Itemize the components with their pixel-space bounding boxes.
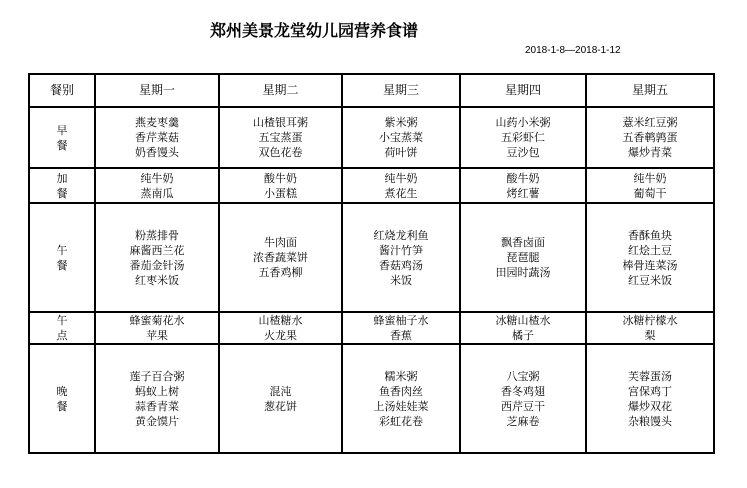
dish-item: 冰糖柠檬水	[622, 314, 678, 327]
dish-item: 飘香卤面	[501, 236, 545, 249]
dish-item: 香芹菜菇	[135, 131, 179, 144]
menu-cell	[586, 107, 714, 168]
dish-item: 五香鸡柳	[258, 266, 303, 279]
meal-row-lunch	[29, 203, 714, 312]
dish-item: 糯米粥	[384, 369, 418, 383]
menu-cell	[95, 107, 219, 168]
dish-item: 山楂银耳粥	[253, 116, 308, 129]
meal-label-char: 餐	[56, 138, 68, 152]
dish-item: 麻酱西兰花	[129, 243, 185, 257]
header-meal: 餐别	[29, 74, 95, 107]
meal-label-char: 晚	[56, 384, 68, 398]
dish-item: 红烩土豆	[628, 243, 672, 257]
menu-cell	[342, 203, 460, 312]
menu-cell	[586, 168, 714, 203]
meal-label-char: 餐	[56, 399, 68, 413]
dish-item: 橘子	[512, 329, 534, 342]
dish-item: 蜂蜜菊花水	[129, 314, 185, 327]
dish-item: 酸牛奶	[264, 171, 297, 185]
dish-item: 荷叶饼	[384, 146, 418, 159]
dish-item: 米饭	[390, 273, 412, 287]
dish-item: 冰糖山楂水	[495, 314, 551, 327]
meal-label-char: 午	[56, 314, 68, 327]
dish-item: 鱼香肉丝	[379, 384, 423, 398]
dish-item: 五宝蒸蛋	[258, 131, 303, 144]
dish-item: 小蛋糕	[264, 186, 297, 200]
menu-cell	[586, 312, 714, 344]
meal-label	[29, 344, 95, 453]
dish-item: 纯牛奶	[140, 171, 174, 185]
dish-item: 奶香馒头	[135, 146, 179, 159]
header-day: 星期二	[219, 74, 342, 107]
menu-cell	[219, 107, 342, 168]
header-row	[29, 74, 714, 107]
dish-item: 红烧龙利鱼	[373, 228, 429, 242]
dish-item: 燕麦枣羹	[135, 116, 179, 129]
dish-item: 芝麻卷	[506, 414, 540, 428]
dish-item: 西芹豆干	[501, 399, 545, 413]
dish-item: 蜂蜜柚子水	[373, 314, 429, 327]
header-day: 星期三	[342, 74, 460, 107]
meal-label	[29, 107, 95, 168]
menu-cell	[342, 344, 460, 453]
meal-label-char: 加	[56, 171, 68, 185]
dish-item: 番茄金针汤	[129, 258, 185, 272]
menu-cell	[219, 168, 342, 203]
dish-item: 葱花饼	[264, 399, 297, 413]
menu-cell	[586, 344, 714, 453]
dish-item: 爆炒双花	[628, 399, 672, 413]
dish-item: 梨	[644, 329, 656, 342]
dish-item: 纯牛奶	[633, 171, 667, 185]
dish-item: 纯牛奶	[384, 171, 418, 185]
dish-item: 双色花卷	[258, 146, 303, 159]
dish-item: 蚂蚁上树	[135, 384, 179, 398]
dish-item: 粉蒸排骨	[135, 228, 179, 242]
dish-item: 苹果	[146, 329, 168, 342]
dish-item: 香酥鱼块	[628, 228, 672, 242]
dish-item: 五彩虾仁	[501, 131, 545, 144]
dish-item: 琵琶腿	[506, 251, 540, 264]
dish-item: 田园时蔬汤	[495, 266, 551, 279]
menu-cell	[460, 344, 586, 453]
dish-item: 山楂糖水	[258, 314, 303, 327]
meal-label-char: 餐	[56, 186, 68, 200]
dish-item: 酸牛奶	[506, 171, 540, 185]
meal-label	[29, 168, 95, 203]
menu-table	[28, 73, 715, 454]
dish-item: 莲子百合粥	[129, 369, 185, 383]
menu-cell	[95, 312, 219, 344]
menu-cell	[219, 344, 342, 453]
menu-cell	[95, 168, 219, 203]
menu-cell	[460, 168, 586, 203]
date-range: 2018-1-8—2018-1-12	[525, 45, 621, 56]
dish-item: 爆炒青菜	[628, 146, 672, 159]
page-title: 郑州美景龙堂幼儿园营养食谱	[210, 21, 419, 40]
dish-item: 小宝蒸菜	[379, 131, 423, 144]
meal-row-afternoon-snack	[29, 312, 714, 344]
meal-label-char: 餐	[56, 258, 68, 272]
header-day: 星期一	[95, 74, 219, 107]
menu-cell	[460, 203, 586, 312]
menu-cell	[342, 107, 460, 168]
dish-item: 紫米粥	[384, 116, 418, 129]
meal-label	[29, 312, 95, 344]
meal-label-char: 早	[56, 123, 68, 137]
dish-item: 香菇鸡汤	[379, 258, 423, 272]
menu-cell	[460, 312, 586, 344]
meal-row-dinner	[29, 344, 714, 453]
dish-item: 烤红薯	[506, 186, 540, 200]
meal-label-char: 午	[56, 243, 68, 257]
meal-label	[29, 203, 95, 312]
meal-label-char: 点	[56, 329, 68, 342]
meal-row-snack	[29, 168, 714, 203]
menu-cell	[219, 203, 342, 312]
dish-item: 黄金馍片	[135, 414, 179, 428]
dish-item: 红枣米饭	[135, 273, 179, 287]
menu-cell	[342, 312, 460, 344]
menu-cell	[460, 107, 586, 168]
dish-item: 山药小米粥	[495, 116, 551, 129]
dish-item: 蒸南瓜	[140, 186, 174, 200]
dish-item: 红豆米饭	[628, 273, 672, 287]
dish-item: 酱汁竹笋	[379, 243, 423, 257]
dish-item: 八宝粥	[506, 369, 540, 383]
menu-cell	[586, 203, 714, 312]
menu-cell	[219, 312, 342, 344]
dish-item: 蒜香青菜	[135, 399, 179, 413]
dish-item: 火龙果	[264, 329, 297, 342]
menu-cell	[342, 168, 460, 203]
dish-item: 香蕉	[390, 329, 412, 342]
dish-item: 薏米红豆粥	[622, 116, 678, 129]
dish-item: 杂粮馒头	[628, 414, 672, 428]
header-day: 星期五	[586, 74, 714, 107]
dish-item: 煮花生	[384, 186, 418, 200]
menu-cell	[95, 203, 219, 312]
dish-item: 豆沙包	[506, 146, 540, 159]
dish-item: 葡萄干	[633, 186, 667, 200]
dish-item: 牛肉面	[264, 236, 297, 249]
dish-item: 混沌	[269, 384, 292, 398]
dish-item: 芙蓉蛋汤	[628, 369, 672, 383]
dish-item: 五香鹌鹑蛋	[622, 131, 678, 144]
dish-item: 彩虹花卷	[379, 414, 423, 428]
dish-item: 上汤娃娃菜	[373, 399, 429, 413]
dish-item: 宫保鸡丁	[628, 384, 672, 398]
dish-item: 浓香蔬菜饼	[253, 251, 308, 264]
dish-item: 香冬鸡翅	[501, 384, 545, 398]
dish-item: 棒骨连菜汤	[622, 258, 678, 272]
menu-cell	[95, 344, 219, 453]
meal-row-breakfast	[29, 107, 714, 168]
header-day: 星期四	[460, 74, 586, 107]
